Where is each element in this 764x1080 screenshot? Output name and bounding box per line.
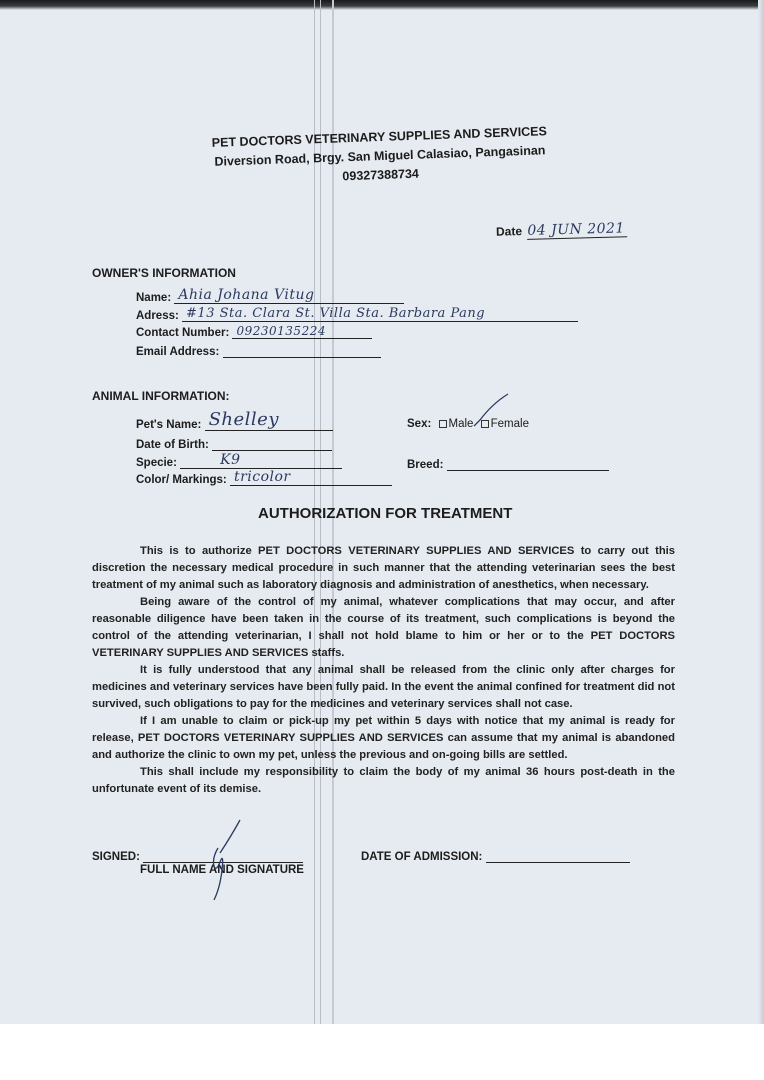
pet-specie-field[interactable] <box>180 454 342 469</box>
pet-color-row <box>136 471 392 486</box>
authorization-paragraph: It is fully understood that any animal shall be released from the clinic only after charges for medicines and veterinary services have been fully paid. In the event the animal confined for treatment did not survived, such obligations to pay for the medicines and veterinary services shall not case. <box>92 664 675 710</box>
owner-name-value: Ahia Johana Vitug <box>178 287 315 303</box>
business-address: Diversion Road, Brgy. San Miguel Calasiao, Pangasinan <box>214 143 546 169</box>
owner-address-label: Adress: <box>136 310 179 322</box>
date-value: 04 JUN 2021 <box>527 220 626 239</box>
owner-name-field[interactable] <box>174 289 404 304</box>
authorization-paragraph: This shall include my responsibility to claim the body of my animal 36 hours post-death in the unfortunate event of its demise. <box>92 766 675 795</box>
pet-name-value: Shelley <box>208 409 279 430</box>
date-field <box>496 220 628 240</box>
owner-name-label: Name: <box>136 292 172 304</box>
authorization-text <box>92 543 675 798</box>
pet-dob-field[interactable] <box>212 436 332 451</box>
pet-sex-label: Sex: <box>407 418 432 430</box>
scan-margin-bottom <box>0 1024 764 1080</box>
signed-row <box>92 848 303 863</box>
pet-dob-row <box>136 436 332 451</box>
pet-specie-row <box>136 454 342 469</box>
pet-name-field[interactable] <box>205 409 333 431</box>
authorization-paragraph: If I am unable to claim or pick-up my pet within 5 days with notice that my animal is ready for release, PET DOCTORS VETERINARY SUPPLIES AND SERVICES can assume that my animal is abandoned and authorize the clinic to own my pet, unless the previous and on-going bills are settled. <box>92 715 675 761</box>
signature-caption: FULL NAME AND SIGNATURE <box>140 864 304 876</box>
handwritten-signature <box>200 818 250 903</box>
pet-specie-label: Specie: <box>136 457 177 469</box>
scan-edge-right <box>758 0 764 1024</box>
authorization-paragraph: Being aware of the control of my animal, whatever complications that may occur, and after reasonable diligence have been taken in the course of its treatment, such complications is beyond the control of the attending veterinarian, I shall not hold blame to him or her or to the PET DOCTORS VETERINARY SUPPLIES AND SERVICES staffs. <box>92 596 675 659</box>
sex-male-checkbox[interactable] <box>439 420 447 428</box>
owner-section-title: OWNER'S INFORMATION <box>92 266 236 280</box>
signed-label: SIGNED: <box>92 851 140 863</box>
pet-name-row <box>136 409 333 431</box>
owner-contact-field[interactable] <box>232 324 372 339</box>
owner-address-field[interactable] <box>182 307 578 322</box>
pet-specie-value: K9 <box>220 452 241 468</box>
owner-contact-value: 09230135224 <box>236 324 326 338</box>
pet-breed-label: Breed: <box>407 459 444 471</box>
owner-email-field[interactable] <box>223 343 381 358</box>
business-name: PET DOCTORS VETERINARY SUPPLIES AND SERVICES <box>211 124 548 150</box>
authorization-title: AUTHORIZATION FOR TREATMENT <box>258 505 513 522</box>
pet-dob-label: Date of Birth: <box>136 439 209 451</box>
owner-address-value: #13 Sta. Clara St. Villa Sta. Barbara Pang <box>186 306 486 321</box>
admission-field[interactable] <box>486 848 630 863</box>
sex-female-label: Female <box>490 418 529 430</box>
admission-label: DATE OF ADMISSION: <box>361 851 483 863</box>
sex-male-label: Male <box>448 418 474 430</box>
owner-email-row <box>136 343 381 358</box>
business-phone: 09327388734 <box>342 166 420 184</box>
pet-name-label: Pet's Name: <box>136 419 202 431</box>
owner-email-label: Email Address: <box>136 346 220 358</box>
animal-section-title: ANIMAL INFORMATION: <box>92 389 230 403</box>
owner-name-row <box>136 289 404 304</box>
pet-breed-row <box>407 456 609 471</box>
owner-contact-row <box>136 324 372 339</box>
scan-edge-top <box>0 0 764 10</box>
pet-color-field[interactable] <box>230 471 392 486</box>
owner-address-row <box>136 307 578 322</box>
admission-row <box>361 848 630 863</box>
authorization-paragraph: This is to authorize PET DOCTORS VETERINARY SUPPLIES AND SERVICES to carry out this discretion the necessary medical procedure in such manner that the attending veterinarian sees the best treatment of my animal such as laboratory diagnosis and administration of anesthetics, when necessary. <box>92 545 675 591</box>
female-checkmark <box>470 392 510 430</box>
pet-color-value: tricolor <box>233 469 291 485</box>
owner-contact-label: Contact Number: <box>136 327 230 339</box>
pet-breed-field[interactable] <box>447 456 609 471</box>
pet-sex-row <box>407 418 529 430</box>
form-header <box>179 121 581 192</box>
pet-color-label: Color/ Markings: <box>136 474 227 486</box>
date-label: Date <box>495 224 523 239</box>
